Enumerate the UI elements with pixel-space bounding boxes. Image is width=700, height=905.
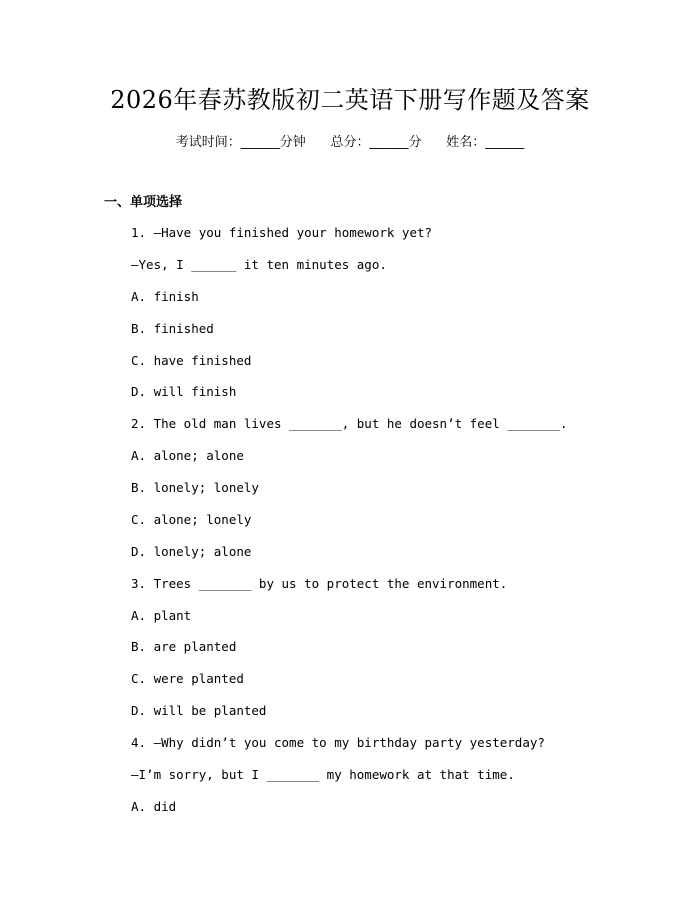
question-line: —I’m sorry, but I _______ my homework at that time. <box>131 767 515 782</box>
question-line: 2. The old man lives _______, but he doesn’t feel _______. <box>131 416 568 431</box>
question-line: —Yes, I ______ it ten minutes ago. <box>131 257 387 272</box>
option-line: B. are planted <box>131 639 237 654</box>
option-line: B. lonely; lonely <box>131 480 259 495</box>
option-line: C. alone; lonely <box>131 512 252 527</box>
option-line: D. will be planted <box>131 703 267 718</box>
option-line: A. plant <box>131 608 192 623</box>
option-line: D. will finish <box>131 384 237 399</box>
question-line: 4. —Why didn’t you come to my birthday party yesterday? <box>131 735 545 750</box>
exam-info-line: 考试时间：______分钟 总分：______分 姓名：______ <box>175 135 525 150</box>
option-line: C. have finished <box>131 353 252 368</box>
question-line: 1. —Have you finished your homework yet? <box>131 225 433 240</box>
option-line: A. alone; alone <box>131 448 244 463</box>
option-line: C. were planted <box>131 671 244 686</box>
option-line: A. finish <box>131 289 199 304</box>
option-line: D. lonely; alone <box>131 544 252 559</box>
option-line: A. did <box>131 799 177 814</box>
document-title: 2026年春苏教版初二英语下册写作题及答案 <box>110 86 590 114</box>
option-line: B. finished <box>131 321 214 336</box>
question-line: 3. Trees _______ by us to protect the environment. <box>131 576 508 591</box>
section-heading: 一、单项选择 <box>104 195 183 210</box>
